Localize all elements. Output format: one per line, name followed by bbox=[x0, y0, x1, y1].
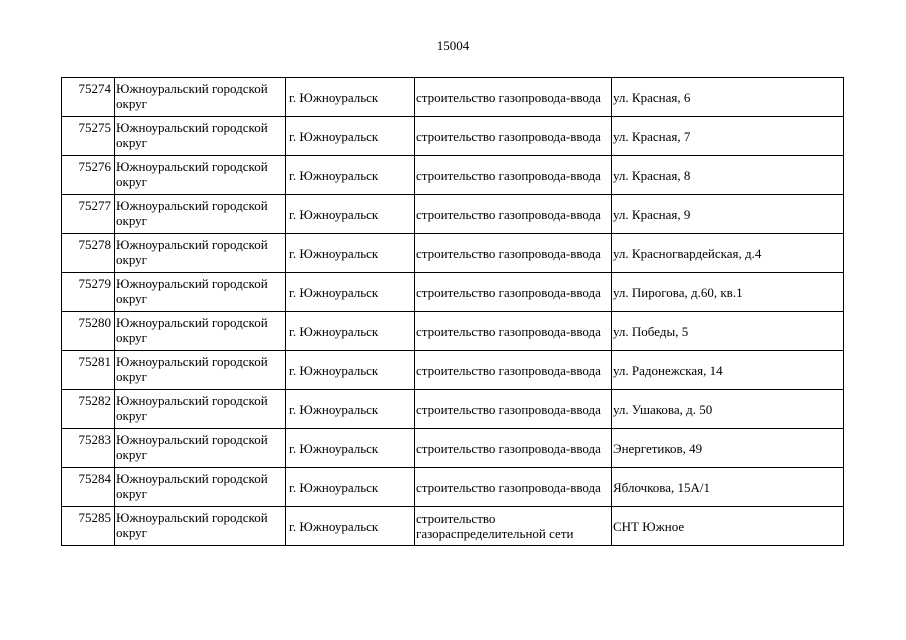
record-number-cell: 75276 bbox=[62, 156, 115, 195]
work-type-cell: строительство газопровода-ввода bbox=[415, 351, 612, 390]
record-number-cell: 75280 bbox=[62, 312, 115, 351]
page-number: 15004 bbox=[436, 38, 470, 53]
city-cell: г. Южноуральск bbox=[286, 117, 415, 156]
record-number-cell: 75283 bbox=[62, 429, 115, 468]
record-number-cell: 75278 bbox=[62, 234, 115, 273]
work-type-cell: строительство газопровода-ввода bbox=[415, 234, 612, 273]
registry-table bbox=[61, 77, 844, 546]
address-cell: ул. Красная, 8 bbox=[612, 156, 844, 195]
work-type-cell: строительство газопровода-ввода bbox=[415, 195, 612, 234]
table-row bbox=[62, 234, 844, 273]
work-type-cell: строительство газопровода-ввода bbox=[415, 156, 612, 195]
district-cell: Южноуральский городской округ bbox=[115, 351, 286, 390]
city-cell: г. Южноуральск bbox=[286, 312, 415, 351]
table-row bbox=[62, 468, 844, 507]
district-cell: Южноуральский городской округ bbox=[115, 195, 286, 234]
registry-table-body bbox=[62, 78, 844, 546]
city-cell: г. Южноуральск bbox=[286, 78, 415, 117]
record-number-cell: 75281 bbox=[62, 351, 115, 390]
address-cell: ул. Красногвардейская, д.4 bbox=[612, 234, 844, 273]
district-cell: Южноуральский городской округ bbox=[115, 117, 286, 156]
table-row bbox=[62, 117, 844, 156]
work-type-cell: строительство газопровода-ввода bbox=[415, 390, 612, 429]
work-type-cell: строительство газопровода-ввода bbox=[415, 117, 612, 156]
work-type-cell: строительство газопровода-ввода bbox=[415, 312, 612, 351]
city-cell: г. Южноуральск bbox=[286, 273, 415, 312]
district-cell: Южноуральский городской округ bbox=[115, 507, 286, 546]
table-row bbox=[62, 312, 844, 351]
table-row bbox=[62, 429, 844, 468]
city-cell: г. Южноуральск bbox=[286, 507, 415, 546]
address-cell: ул. Красная, 7 bbox=[612, 117, 844, 156]
address-cell: ул. Победы, 5 bbox=[612, 312, 844, 351]
record-number-cell: 75275 bbox=[62, 117, 115, 156]
work-type-cell: строительство газопровода-ввода bbox=[415, 78, 612, 117]
work-type-cell: строительство газопровода-ввода bbox=[415, 468, 612, 507]
address-cell: СНТ Южное bbox=[612, 507, 844, 546]
address-cell: ул. Красная, 9 bbox=[612, 195, 844, 234]
address-cell: Яблочкова, 15А/1 bbox=[612, 468, 844, 507]
table-row bbox=[62, 78, 844, 117]
record-number-cell: 75277 bbox=[62, 195, 115, 234]
address-cell: Энергетиков, 49 bbox=[612, 429, 844, 468]
table-row bbox=[62, 507, 844, 546]
district-cell: Южноуральский городской округ bbox=[115, 156, 286, 195]
table-row bbox=[62, 390, 844, 429]
district-cell: Южноуральский городской округ bbox=[115, 390, 286, 429]
table-row bbox=[62, 273, 844, 312]
record-number-cell: 75274 bbox=[62, 78, 115, 117]
address-cell: ул. Пирогова, д.60, кв.1 bbox=[612, 273, 844, 312]
city-cell: г. Южноуральск bbox=[286, 468, 415, 507]
district-cell: Южноуральский городской округ bbox=[115, 429, 286, 468]
city-cell: г. Южноуральск bbox=[286, 429, 415, 468]
city-cell: г. Южноуральск bbox=[286, 195, 415, 234]
record-number-cell: 75284 bbox=[62, 468, 115, 507]
district-cell: Южноуральский городской округ bbox=[115, 78, 286, 117]
city-cell: г. Южноуральск bbox=[286, 390, 415, 429]
address-cell: ул. Радонежская, 14 bbox=[612, 351, 844, 390]
work-type-cell: строительство газораспределительной сети bbox=[415, 507, 612, 546]
work-type-cell: строительство газопровода-ввода bbox=[415, 273, 612, 312]
address-cell: ул. Ушакова, д. 50 bbox=[612, 390, 844, 429]
city-cell: г. Южноуральск bbox=[286, 234, 415, 273]
work-type-cell: строительство газопровода-ввода bbox=[415, 429, 612, 468]
address-cell: ул. Красная, 6 bbox=[612, 78, 844, 117]
record-number-cell: 75282 bbox=[62, 390, 115, 429]
city-cell: г. Южноуральск bbox=[286, 156, 415, 195]
record-number-cell: 75279 bbox=[62, 273, 115, 312]
table-row bbox=[62, 351, 844, 390]
city-cell: г. Южноуральск bbox=[286, 351, 415, 390]
record-number-cell: 75285 bbox=[62, 507, 115, 546]
district-cell: Южноуральский городской округ bbox=[115, 312, 286, 351]
district-cell: Южноуральский городской округ bbox=[115, 234, 286, 273]
table-row bbox=[62, 156, 844, 195]
district-cell: Южноуральский городской округ bbox=[115, 273, 286, 312]
table-row bbox=[62, 195, 844, 234]
district-cell: Южноуральский городской округ bbox=[115, 468, 286, 507]
